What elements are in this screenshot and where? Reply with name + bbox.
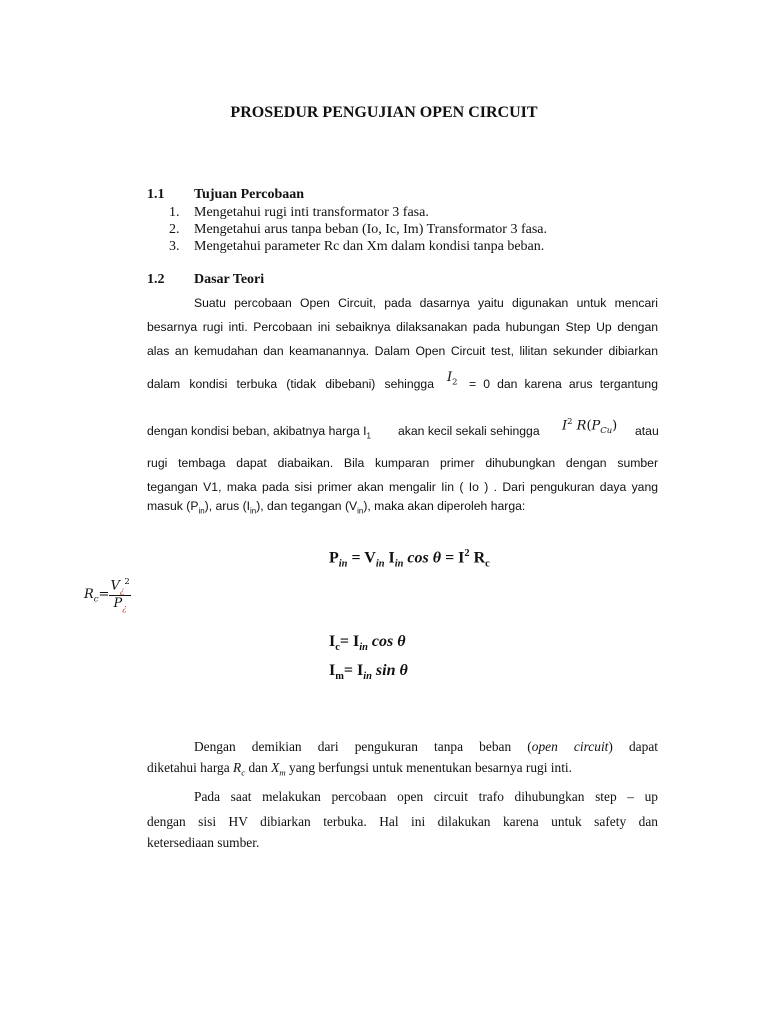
paragraph-line: Pada saat melakukan percobaan open circuit trafo dihubungkan step – up xyxy=(194,789,658,804)
section-heading-dasar-teori: Dasar Teori xyxy=(194,272,265,287)
page-title: PROSEDUR PENGUJIAN OPEN CIRCUIT xyxy=(230,104,538,121)
section-number-1-1: 1.1 xyxy=(147,187,165,202)
paragraph-line: dalam kondisi terbuka (tidak dibebani) sehingga xyxy=(147,377,434,391)
paragraph-line: atau xyxy=(635,424,659,438)
paragraph-line: ketersediaan sumber. xyxy=(147,835,260,850)
paragraph-line: tegangan V1, maka pada sisi primer akan mengalir Iin ( Io ) . Dari pengukuran daya yang xyxy=(147,480,658,494)
formula-i2: $I_2$ xyxy=(447,370,458,387)
paragraph-line: dengan sisi HV dibiarkan terbuka. Hal ini dilakukan karena untuk safety dan xyxy=(147,814,658,829)
equation-pin: $P_{in} = V_{in}$ $I_{in}$ $\cos \theta = I^2$ $R_c$ xyxy=(329,548,490,570)
equation-ic: $I_c= I_{in}$ cos θ xyxy=(329,633,406,654)
list-item: Mengetahui arus tanpa beban (Io, Ic, Im) Transformator 3 fasa. xyxy=(194,222,548,237)
paragraph-line: Dengan demikian dari pengukuran tanpa beban (open circuit) dapat xyxy=(194,739,658,754)
list-number: 1. xyxy=(169,205,180,220)
list-item: Mengetahui parameter Rc dan Xm dalam kondisi tanpa beban. xyxy=(194,239,545,254)
paragraph-line: alas an kemudahan dan keamanannya. Dalam Open Circuit test, lilitan sekunder dibiarkan xyxy=(147,344,658,358)
paragraph-line: masuk $(P_{in})$, arus $(I_{in})$, dan tegangan $(V_{in})$, maka akan diperoleh harga: xyxy=(147,499,526,516)
paragraph-line: rugi tembaga dapat diabaikan. Bila kumparan primer dihubungkan dengan sumber xyxy=(147,456,658,470)
list-item: Mengetahui rugi inti transformator 3 fasa. xyxy=(194,205,429,220)
list-number: 3. xyxy=(169,239,180,254)
section-heading-tujuan: Tujuan Percobaan xyxy=(194,187,305,202)
list-number: 2. xyxy=(169,222,180,237)
paragraph-line: besarnya rugi inti. Percobaan ini sebaiknya dilaksanakan pada hubungan Step Up dengan xyxy=(147,320,658,334)
paragraph-line: dengan kondisi beban, akibatnya harga $I_1$ xyxy=(147,424,371,441)
equation-im: $I_m= I_{in}$ sin θ xyxy=(329,662,408,683)
section-number-1-2: 1.2 xyxy=(147,272,165,287)
paragraph-line: = 0 dan karena arus tergantung xyxy=(469,377,658,391)
paragraph-line: Suatu percobaan Open Circuit, pada dasarnya yaitu digunakan untuk mencari xyxy=(194,296,658,310)
equation-rc: $R_c=$ $\frac{V_¿^2}{P_¿}$ xyxy=(84,576,130,613)
paragraph-line: diketahui harga $R_c$ dan $X_m$ yang berfungsi untuk menentukan besarnya rugi inti. xyxy=(147,760,572,778)
formula-copper-loss: $I^2$ $R(P_{Cu})$ xyxy=(562,416,618,435)
paragraph-line: akan kecil sekali sehingga xyxy=(398,424,540,438)
